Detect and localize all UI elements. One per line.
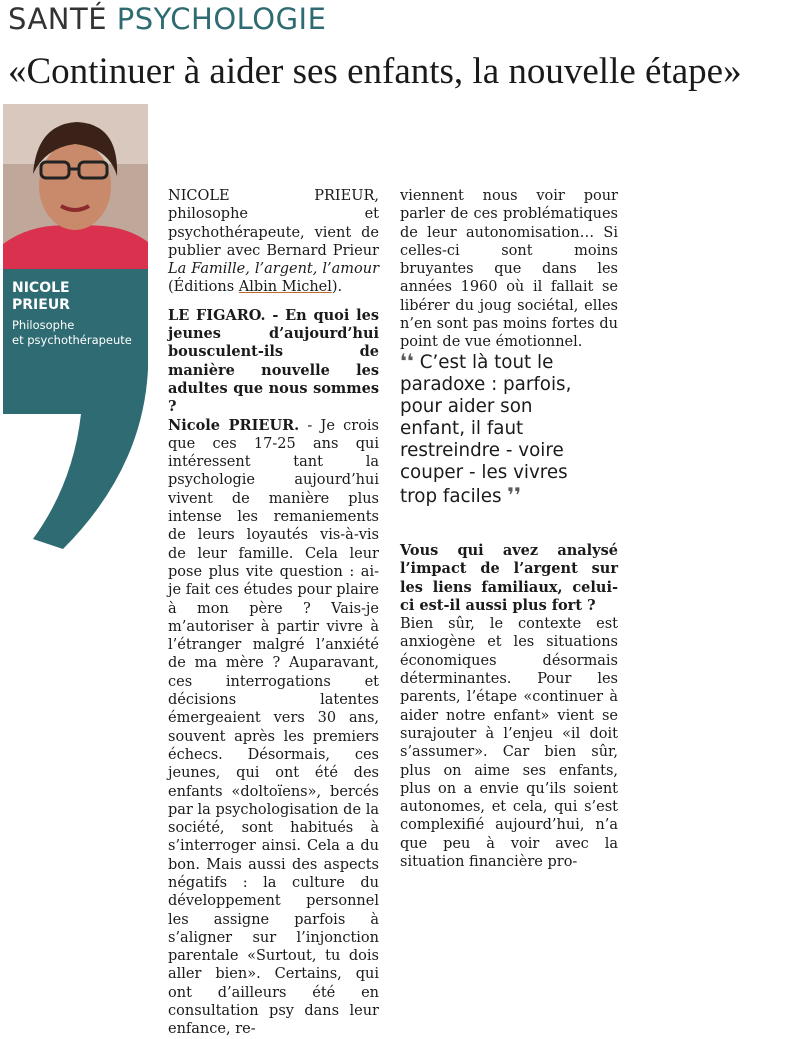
author-name-line1: NICOLE — [12, 280, 70, 296]
question-2: Vous qui avez analysé l’impact de l’argent sur les liens familiaux, celui-ci est-il aussi plus fort ? — [400, 542, 618, 614]
intro-name: NICOLE PRIEUR — [168, 188, 375, 204]
pull-quote — [400, 350, 600, 508]
author-byline — [12, 280, 142, 348]
rubric-subsection: PSYCHOLOGIE — [116, 2, 327, 36]
intro-paragraph: NICOLE PRIEUR, philosophe et psychothérapeute, vient de publier avec Bernard Prieur La Famille, l’argent, l’amour (Éditions Albin Michel). — [168, 188, 379, 296]
author-portrait — [3, 104, 148, 269]
article-column-1 — [168, 187, 379, 1039]
article-column-2 — [400, 187, 618, 352]
article-column-2-bottom — [400, 542, 618, 871]
article-headline: «Continuer à aider ses enfants, la nouvelle étape» — [8, 51, 742, 92]
publisher-link: Albin Michel — [238, 279, 332, 296]
author-role-line1: Philosophe — [12, 318, 75, 332]
question-1: LE FIGARO. - En quoi les jeunes d’aujourd’hui bousculent-ils de manière nouvelle les adultes que nous sommes ? — [168, 306, 379, 416]
author-name-line2: PRIEUR — [12, 297, 70, 313]
answer-2: Bien sûr, le contexte est anxiogène et les situations économiques désormais déterminantes. Pour les parents, l’étape «continuer à aider notre enfant» vient se surajouter à l’enjeu «il doit s’assumer». Car bien sûr, plus on aime ses enfants, plus on a envie qu’ils soient autonomes, et cela, qui s’est complexifié aujourd’hui, n’a que peu à voir avec la situation financière pro- — [400, 616, 618, 871]
pull-quote-text: C’est là tout le paradoxe : parfois, pour aider son enfant, il faut restreindre - voire couper - les vivres trop faciles — [400, 352, 572, 507]
author-role-line2: et psychothérapeute — [12, 333, 132, 347]
answer-1-speaker: Nicole PRIEUR. — [168, 416, 300, 434]
answer-1: Nicole PRIEUR. - Je crois que ces 17-25 ans qui intéressent tant la psychologie aujourd’hui vivent de manière plus intense les remaniements de leurs loyautés vis-à-vis de leur famille. Cela leur pose plus vite question : ai-je fait ces études pour plaire à mon père ? Vais-je m’autoriser à partir vivre à l’étranger malgré l’anxiété de ma mère ? Auparavant, ces interrogations et décisions latentes émergeaient vers 30 ans, souvent après les premiers échecs. Désormais, ces jeunes, qui ont été des enfants «doltoïens», bercés par la psychologisation de la société, sont habitués à s’interroger ainsi. Cela a du bon. Mais aussi des aspects négatifs : la culture du développement personnel les assigne parfois à s’aligner sur l’injonction parentale «Surtout, tu dois aller bien». Certains, qui ont d’ailleurs été en consultation psy dans leur enfance, re- — [168, 416, 379, 1038]
column-2-top-paragraph: viennent nous voir pour parler de ces problématiques de leur autonomisation… Si celles-ci sont moins bruyantes que dans les années 1960 où il fallait se libérer du joug sociétal, elles n’en sont pas moins fortes du point de vue émotionnel. — [400, 188, 618, 351]
section-rubric — [8, 2, 326, 36]
close-quote-icon: ❜❜ — [507, 483, 522, 507]
book-title: La Famille, l’argent, l’amour — [168, 261, 379, 278]
rubric-section: SANTÉ — [8, 2, 108, 36]
open-quote-icon: ❛❛ — [400, 349, 414, 373]
